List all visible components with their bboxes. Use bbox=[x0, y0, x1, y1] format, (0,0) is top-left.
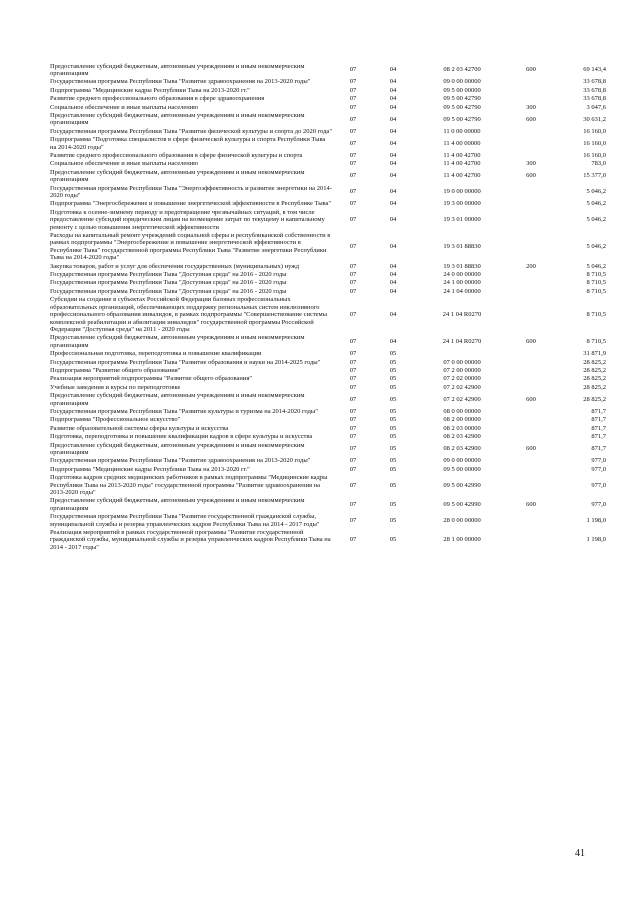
amount: 33 678,8 bbox=[583, 78, 606, 86]
expense-type-code bbox=[508, 232, 554, 263]
target-article-code: 24 1 04 R0270 bbox=[442, 338, 482, 346]
expense-name: Подпрограмма "Медицинские кадры Республики Тыва на 2013-2020 гг." bbox=[50, 86, 250, 94]
amount: 977,0 bbox=[591, 481, 606, 489]
expense-name: Закупка товаров, работ и услуг для обеспечения государственных (муниципальных) нужд bbox=[50, 262, 300, 270]
subsection-code: 04 bbox=[389, 262, 397, 270]
expense-name: Государственная программа Республики Тыва "Развитие образования и науки на 2014-2025 годы" bbox=[50, 358, 321, 366]
subsection-code: 05 bbox=[389, 433, 397, 441]
target-article-code bbox=[416, 350, 508, 358]
expense-type-code bbox=[508, 424, 554, 432]
amount: 8 710,5 bbox=[586, 311, 606, 319]
amount: 28 825,2 bbox=[583, 395, 606, 403]
target-article-code: 19 3 00 00000 bbox=[443, 200, 481, 208]
expense-type-code bbox=[508, 513, 554, 529]
table-row bbox=[50, 151, 606, 159]
subsection-code: 05 bbox=[389, 501, 397, 509]
table-row bbox=[50, 465, 606, 473]
subsection-code: 04 bbox=[389, 139, 397, 147]
section-code: 07 bbox=[349, 78, 357, 86]
expense-type-code bbox=[508, 465, 554, 473]
target-article-code: 08 2 03 42900 bbox=[443, 433, 481, 441]
expense-name: Расходы на капитальный ремонт учреждений социальной сферы и республиканской собственности в рамках подпрограммы "Энергосбережение и повышение энергетической эффективности в Республике Тыва" государственной программы Республики Тыва "Развитие энергетики Республики Тыва на 2014-2020 годы" bbox=[50, 232, 331, 262]
expense-type-code bbox=[508, 151, 554, 159]
amount: 5 046,2 bbox=[586, 216, 606, 224]
expense-name: Государственная программа Республики Тыва "Энергоэффективность и развитие энергетики на 2014-2020 годы" bbox=[50, 184, 332, 199]
section-code: 07 bbox=[349, 216, 357, 224]
expense-name: Подготовка кадров средних медицинских работников в рамках подпрограммы "Медицинские кадры Республики Тыва на 2013-2020 годы" государственной программы "Развитие здравоохранения на 2013-2020 годы" bbox=[50, 474, 328, 497]
target-article-code: 09 5 00 42790 bbox=[443, 103, 481, 111]
amount: 5 046,2 bbox=[586, 188, 606, 196]
table-row bbox=[50, 279, 606, 287]
section-code: 07 bbox=[349, 103, 357, 111]
subsection-code: 05 bbox=[389, 358, 397, 366]
subsection-code: 05 bbox=[389, 416, 397, 424]
table-row bbox=[50, 287, 606, 295]
target-article-code: 09 5 00 00000 bbox=[443, 465, 481, 473]
amount: 16 160,0 bbox=[583, 151, 606, 159]
amount: 783,0 bbox=[591, 160, 606, 168]
section-code: 07 bbox=[349, 279, 357, 287]
amount: 871,7 bbox=[591, 416, 606, 424]
expense-name: Субсидии на создание в субъектах Российской Федерации базовых профессиональных образовательных организаций, обеспечивающих поддержку региональных систем инклюзивного профессионального образования инвалидов, в рамках подпрограммы "Совершенствование системы комплексной реабилитации и абилитации инвалидов" государственной программы Российской Федерации "Доступная среда" на 2011 - 2020 годы bbox=[50, 296, 328, 333]
section-code: 07 bbox=[349, 366, 357, 374]
expense-name: Подпрограмма "Энергосбережение и повышение энергетической эффективности в Республике Тыва" bbox=[50, 200, 332, 208]
table-row bbox=[50, 103, 606, 111]
expense-type-code bbox=[508, 271, 554, 279]
expense-type-code bbox=[508, 383, 554, 391]
subsection-code: 05 bbox=[389, 481, 397, 489]
subsection-code: 04 bbox=[389, 103, 397, 111]
subsection-code: 04 bbox=[389, 95, 397, 103]
table-row bbox=[50, 271, 606, 279]
amount: 1 198,0 bbox=[586, 536, 606, 544]
section-code: 07 bbox=[349, 457, 357, 465]
subsection-code: 05 bbox=[389, 395, 397, 403]
amount: 977,0 bbox=[591, 465, 606, 473]
subsection-code: 04 bbox=[389, 172, 397, 180]
table-row bbox=[50, 513, 606, 529]
section-code: 07 bbox=[349, 358, 357, 366]
amount: 871,7 bbox=[591, 445, 606, 453]
table-row bbox=[50, 95, 606, 103]
subsection-code: 04 bbox=[389, 160, 397, 168]
table-row bbox=[50, 296, 606, 334]
subsection-code: 05 bbox=[389, 375, 397, 383]
expense-type-code: 200 bbox=[526, 262, 536, 270]
expense-type-code bbox=[508, 86, 554, 94]
target-article-code: 09 0 00 00000 bbox=[443, 457, 481, 465]
expense-type-code bbox=[508, 95, 554, 103]
amount: 33 678,8 bbox=[583, 95, 606, 103]
expense-type-code bbox=[508, 529, 554, 552]
table-row bbox=[50, 127, 606, 135]
expense-type-code: 600 bbox=[526, 501, 536, 509]
table-row bbox=[50, 262, 606, 270]
expense-type-code bbox=[508, 287, 554, 295]
expense-type-code: 300 bbox=[526, 160, 536, 168]
expense-name: Предоставление субсидий бюджетным, автономным учреждениям и иным некоммерческим организациям bbox=[50, 392, 305, 407]
expense-name: Государственная программа Республики Тыва "Развитие здравоохранения на 2013-2020 годы" bbox=[50, 78, 311, 86]
amount: 16 160,0 bbox=[583, 127, 606, 135]
expense-type-code bbox=[508, 358, 554, 366]
subsection-code: 05 bbox=[389, 516, 397, 524]
section-code: 07 bbox=[349, 66, 357, 74]
section-code: 07 bbox=[349, 424, 357, 432]
target-article-code: 19 3 01 88830 bbox=[443, 243, 481, 251]
table-row bbox=[50, 497, 606, 513]
subsection-code: 04 bbox=[389, 216, 397, 224]
target-article-code: 08 0 00 00000 bbox=[443, 407, 481, 415]
section-code: 07 bbox=[349, 188, 357, 196]
expense-name: Государственная программа Республики Тыва "Развитие физической культуры и спорта до 2020 года" bbox=[50, 127, 332, 135]
expense-name: Государственная программа Республики Тыва "Развитие государственной гражданской службы, муниципальной службы и резерва управленческих кадров Республики Тыва на 2014 - 2017 годы" bbox=[50, 513, 320, 528]
table-row bbox=[50, 416, 606, 424]
target-article-code: 07 2 02 42900 bbox=[443, 395, 481, 403]
expense-name: Государственная программа Республики Тыва "Доступная среда" на 2016 - 2020 годы bbox=[50, 271, 287, 279]
amount: 8 710,5 bbox=[586, 287, 606, 295]
amount: 977,0 bbox=[591, 457, 606, 465]
expense-name: Учебные заведения и курсы по переподготовке bbox=[50, 383, 181, 391]
amount: 871,7 bbox=[591, 407, 606, 415]
section-code: 07 bbox=[349, 465, 357, 473]
table-row bbox=[50, 474, 606, 497]
expense-type-code bbox=[508, 184, 554, 200]
table-row bbox=[50, 111, 606, 127]
subsection-code: 04 bbox=[389, 271, 397, 279]
table-row bbox=[50, 383, 606, 391]
expense-name: Предоставление субсидий бюджетным, автономным учреждениям и иным некоммерческим организациям bbox=[50, 334, 305, 349]
expense-type-code bbox=[508, 200, 554, 208]
table-row bbox=[50, 232, 606, 263]
section-code: 07 bbox=[349, 311, 357, 319]
section-code: 07 bbox=[349, 445, 357, 453]
subsection-code: 05 bbox=[389, 350, 397, 358]
expense-name: Реализация мероприятий подпрограммы "Развитие общего образования" bbox=[50, 375, 253, 383]
expense-name: Подпрограмма "Развитие общего образования" bbox=[50, 366, 181, 374]
target-article-code: 07 2 02 42900 bbox=[443, 383, 481, 391]
amount: 30 631,2 bbox=[583, 115, 606, 123]
subsection-code: 04 bbox=[389, 287, 397, 295]
expense-type-code bbox=[508, 407, 554, 415]
expense-name: Профессиональная подготовка, переподготовка и повышение квалификации bbox=[50, 350, 262, 358]
section-code: 07 bbox=[349, 151, 357, 159]
target-article-code: 19 3 01 00000 bbox=[443, 216, 481, 224]
expense-type-code bbox=[508, 416, 554, 424]
subsection-code: 04 bbox=[389, 86, 397, 94]
expense-type-code bbox=[508, 366, 554, 374]
subsection-code: 05 bbox=[389, 536, 397, 544]
expense-name: Подпрограмма "Подготовка специалистов в сфере физической культуры и спорта Республики Тыва на 2014-2020 годы" bbox=[50, 136, 326, 151]
table-row bbox=[50, 424, 606, 432]
target-article-code: 09 5 00 42790 bbox=[443, 95, 481, 103]
amount: 871,7 bbox=[591, 433, 606, 441]
expense-name: Государственная программа Республики Тыва "Доступная среда" на 2016 - 2020 годы bbox=[50, 287, 287, 295]
expense-type-code bbox=[508, 433, 554, 441]
amount: 28 825,2 bbox=[583, 366, 606, 374]
table-row bbox=[50, 160, 606, 168]
expense-name: Предоставление субсидий бюджетным, автономным учреждениям и иным некоммерческим организациям bbox=[50, 62, 305, 77]
expense-name: Подготовка к осенне-зимнему периоду и предотвращение чрезвычайных ситуаций, в том числе предоставление субсидий юридическим лицам на возмещение затрат по текущему и капитальному ремонту с целью повышения энергетической эффективности bbox=[50, 208, 325, 231]
subsection-code: 05 bbox=[389, 424, 397, 432]
target-article-code: 07 0 00 00000 bbox=[443, 358, 481, 366]
expense-type-code bbox=[508, 350, 554, 358]
subsection-code: 04 bbox=[389, 200, 397, 208]
target-article-code: 09 5 00 42990 bbox=[443, 501, 481, 509]
subsection-code: 05 bbox=[389, 445, 397, 453]
target-article-code: 19 3 01 88830 bbox=[443, 262, 481, 270]
amount: 5 046,2 bbox=[586, 200, 606, 208]
expense-name: Государственная программа Республики Тыва "Развитие здравоохранения на 2013-2020 годы" bbox=[50, 457, 311, 465]
expense-type-code bbox=[508, 136, 554, 152]
budget-table bbox=[50, 62, 606, 552]
section-code: 07 bbox=[349, 127, 357, 135]
section-code: 07 bbox=[349, 338, 357, 346]
section-code: 07 bbox=[349, 383, 357, 391]
section-code: 07 bbox=[349, 395, 357, 403]
table-row bbox=[50, 62, 606, 78]
section-code: 07 bbox=[349, 139, 357, 147]
target-article-code: 24 1 00 00000 bbox=[443, 279, 481, 287]
table-row bbox=[50, 168, 606, 184]
target-article-code: 11 4 00 42700 bbox=[443, 151, 481, 159]
subsection-code: 05 bbox=[389, 465, 397, 473]
expense-name: Подпрограмма "Медицинские кадры Республики Тыва на 2013-2020 гг." bbox=[50, 465, 250, 473]
section-code: 07 bbox=[349, 115, 357, 123]
section-code: 07 bbox=[349, 501, 357, 509]
expense-type-code bbox=[508, 279, 554, 287]
subsection-code: 04 bbox=[389, 127, 397, 135]
expense-name: Предоставление субсидий бюджетным, автономным учреждениям и иным некоммерческим организациям bbox=[50, 111, 305, 127]
amount: 16 160,0 bbox=[583, 139, 606, 147]
section-code: 07 bbox=[349, 200, 357, 208]
target-article-code: 28 1 00 00000 bbox=[443, 536, 481, 544]
amount: 15 377,0 bbox=[583, 172, 606, 180]
target-article-code: 09 5 00 42990 bbox=[443, 481, 481, 489]
section-code: 07 bbox=[349, 86, 357, 94]
expense-type-code: 600 bbox=[526, 66, 536, 74]
section-code: 07 bbox=[349, 416, 357, 424]
expense-type-code: 600 bbox=[526, 445, 536, 453]
subsection-code: 04 bbox=[389, 115, 397, 123]
expense-type-code bbox=[508, 208, 554, 231]
target-article-code: 07 2 00 00000 bbox=[443, 366, 481, 374]
subsection-code: 04 bbox=[389, 151, 397, 159]
table-row bbox=[50, 392, 606, 408]
expense-name: Предоставление субсидий бюджетным, автономным учреждениям и иным некоммерческим организациям bbox=[50, 441, 305, 456]
table-row bbox=[50, 334, 606, 350]
subsection-code: 04 bbox=[389, 243, 397, 251]
target-article-code: 09 5 00 42790 bbox=[443, 115, 481, 123]
table-row bbox=[50, 433, 606, 441]
expense-type-code bbox=[508, 296, 554, 334]
section-code: 07 bbox=[349, 516, 357, 524]
budget-table-body bbox=[50, 62, 606, 552]
section-code: 07 bbox=[349, 350, 357, 358]
expense-name: Подпрограмма "Профессиональное искусство" bbox=[50, 416, 181, 424]
amount: 33 678,8 bbox=[583, 86, 606, 94]
table-row bbox=[50, 136, 606, 152]
section-code: 07 bbox=[349, 160, 357, 168]
section-code: 07 bbox=[349, 481, 357, 489]
table-row bbox=[50, 358, 606, 366]
target-article-code: 24 0 00 00000 bbox=[443, 271, 481, 279]
expense-name: Государственная программа Республики Тыва "Развитие культуры и туризма на 2014-2020 годы" bbox=[50, 407, 318, 415]
amount: 871,7 bbox=[591, 424, 606, 432]
amount: 69 143,4 bbox=[583, 66, 606, 74]
subsection-code: 04 bbox=[389, 279, 397, 287]
section-code: 07 bbox=[349, 407, 357, 415]
section-code: 07 bbox=[349, 536, 357, 544]
target-article-code: 11 0 00 00000 bbox=[443, 127, 481, 135]
target-article-code: 24 1 04 00000 bbox=[443, 287, 481, 295]
expense-name: Развитие среднего профессионального образования в сфере здравоохранения bbox=[50, 95, 265, 103]
expense-name: Предоставление субсидий бюджетным, автономным учреждениям и иным некоммерческим организациям bbox=[50, 168, 305, 184]
expense-type-code bbox=[508, 78, 554, 86]
table-row bbox=[50, 441, 606, 457]
expense-name: Реализация мероприятий в рамках государственной программы "Развитие государственной гражданской службы, муниципальной службы и резерва управленческих кадров Республики Тыва на 2014 - 2017 годы" bbox=[50, 529, 331, 551]
section-code: 07 bbox=[349, 433, 357, 441]
table-row bbox=[50, 200, 606, 208]
expense-name: Развитие среднего профессионального образования в сфере физической культуры и спорта bbox=[50, 151, 303, 159]
section-code: 07 bbox=[349, 375, 357, 383]
target-article-code: 11 4 00 42700 bbox=[443, 160, 481, 168]
amount: 28 825,2 bbox=[583, 375, 606, 383]
target-article-code: 08 2 03 42700 bbox=[443, 66, 481, 74]
target-article-code: 07 2 02 00000 bbox=[443, 375, 481, 383]
expense-type-code bbox=[508, 457, 554, 465]
target-article-code: 08 2 03 42900 bbox=[443, 445, 481, 453]
section-code: 07 bbox=[349, 271, 357, 279]
subsection-code: 04 bbox=[389, 78, 397, 86]
target-article-code: 19 0 00 00000 bbox=[443, 188, 481, 196]
target-article-code: 09 5 00 00000 bbox=[443, 86, 481, 94]
table-row bbox=[50, 366, 606, 374]
expense-type-code bbox=[508, 375, 554, 383]
target-article-code: 09 0 00 00000 bbox=[443, 78, 481, 86]
expense-type-code bbox=[508, 474, 554, 497]
amount: 31 871,9 bbox=[583, 350, 606, 358]
section-code: 07 bbox=[349, 95, 357, 103]
amount: 5 046,2 bbox=[586, 262, 606, 270]
page-number: 41 bbox=[575, 848, 585, 859]
table-row bbox=[50, 86, 606, 94]
expense-type-code bbox=[508, 127, 554, 135]
subsection-code: 05 bbox=[389, 383, 397, 391]
subsection-code: 04 bbox=[389, 66, 397, 74]
amount: 977,0 bbox=[591, 501, 606, 509]
subsection-code: 04 bbox=[389, 338, 397, 346]
amount: 5 046,2 bbox=[586, 243, 606, 251]
expense-name: Социальное обеспечение и иные выплаты населению bbox=[50, 103, 199, 111]
subsection-code: 04 bbox=[389, 311, 397, 319]
section-code: 07 bbox=[349, 172, 357, 180]
expense-name: Развитие образовательной системы сферы культуры и искусства bbox=[50, 424, 229, 432]
target-article-code: 11 4 00 00000 bbox=[443, 139, 481, 147]
expense-name: Государственная программа Республики Тыва "Доступная среда" на 2016 - 2020 годы bbox=[50, 279, 287, 287]
table-row bbox=[50, 208, 606, 231]
expense-name: Предоставление субсидий бюджетным, автономным учреждениям и иным некоммерческим организациям bbox=[50, 497, 305, 512]
amount: 1 198,0 bbox=[586, 516, 606, 524]
amount: 3 047,6 bbox=[586, 103, 606, 111]
section-code: 07 bbox=[349, 287, 357, 295]
table-row bbox=[50, 184, 606, 200]
table-row bbox=[50, 407, 606, 415]
table-row bbox=[50, 457, 606, 465]
section-code: 07 bbox=[349, 243, 357, 251]
expense-type-code: 600 bbox=[526, 115, 536, 123]
amount: 8 710,5 bbox=[586, 279, 606, 287]
table-row bbox=[50, 78, 606, 86]
target-article-code: 08 2 00 00000 bbox=[443, 416, 481, 424]
expense-type-code: 600 bbox=[526, 172, 536, 180]
expense-name: Подготовка, переподготовка и повышение квалификации кадров в сфере культуры и искусства bbox=[50, 433, 313, 441]
target-article-code: 11 4 00 42700 bbox=[443, 172, 481, 180]
expense-name: Социальное обеспечение и иные выплаты населению bbox=[50, 160, 199, 168]
target-article-code: 24 1 04 R0270 bbox=[442, 311, 482, 319]
amount: 28 825,2 bbox=[583, 383, 606, 391]
amount: 8 710,5 bbox=[586, 271, 606, 279]
amount: 28 825,2 bbox=[583, 358, 606, 366]
section-code: 07 bbox=[349, 262, 357, 270]
subsection-code: 04 bbox=[389, 188, 397, 196]
subsection-code: 05 bbox=[389, 366, 397, 374]
expense-type-code: 600 bbox=[526, 395, 536, 403]
subsection-code: 05 bbox=[389, 457, 397, 465]
table-row bbox=[50, 350, 606, 358]
target-article-code: 08 2 03 00000 bbox=[443, 424, 481, 432]
table-row bbox=[50, 375, 606, 383]
amount: 8 710,5 bbox=[586, 338, 606, 346]
expense-type-code: 300 bbox=[526, 103, 536, 111]
table-row bbox=[50, 529, 606, 552]
subsection-code: 05 bbox=[389, 407, 397, 415]
expense-type-code: 600 bbox=[526, 338, 536, 346]
target-article-code: 28 0 00 00000 bbox=[443, 516, 481, 524]
